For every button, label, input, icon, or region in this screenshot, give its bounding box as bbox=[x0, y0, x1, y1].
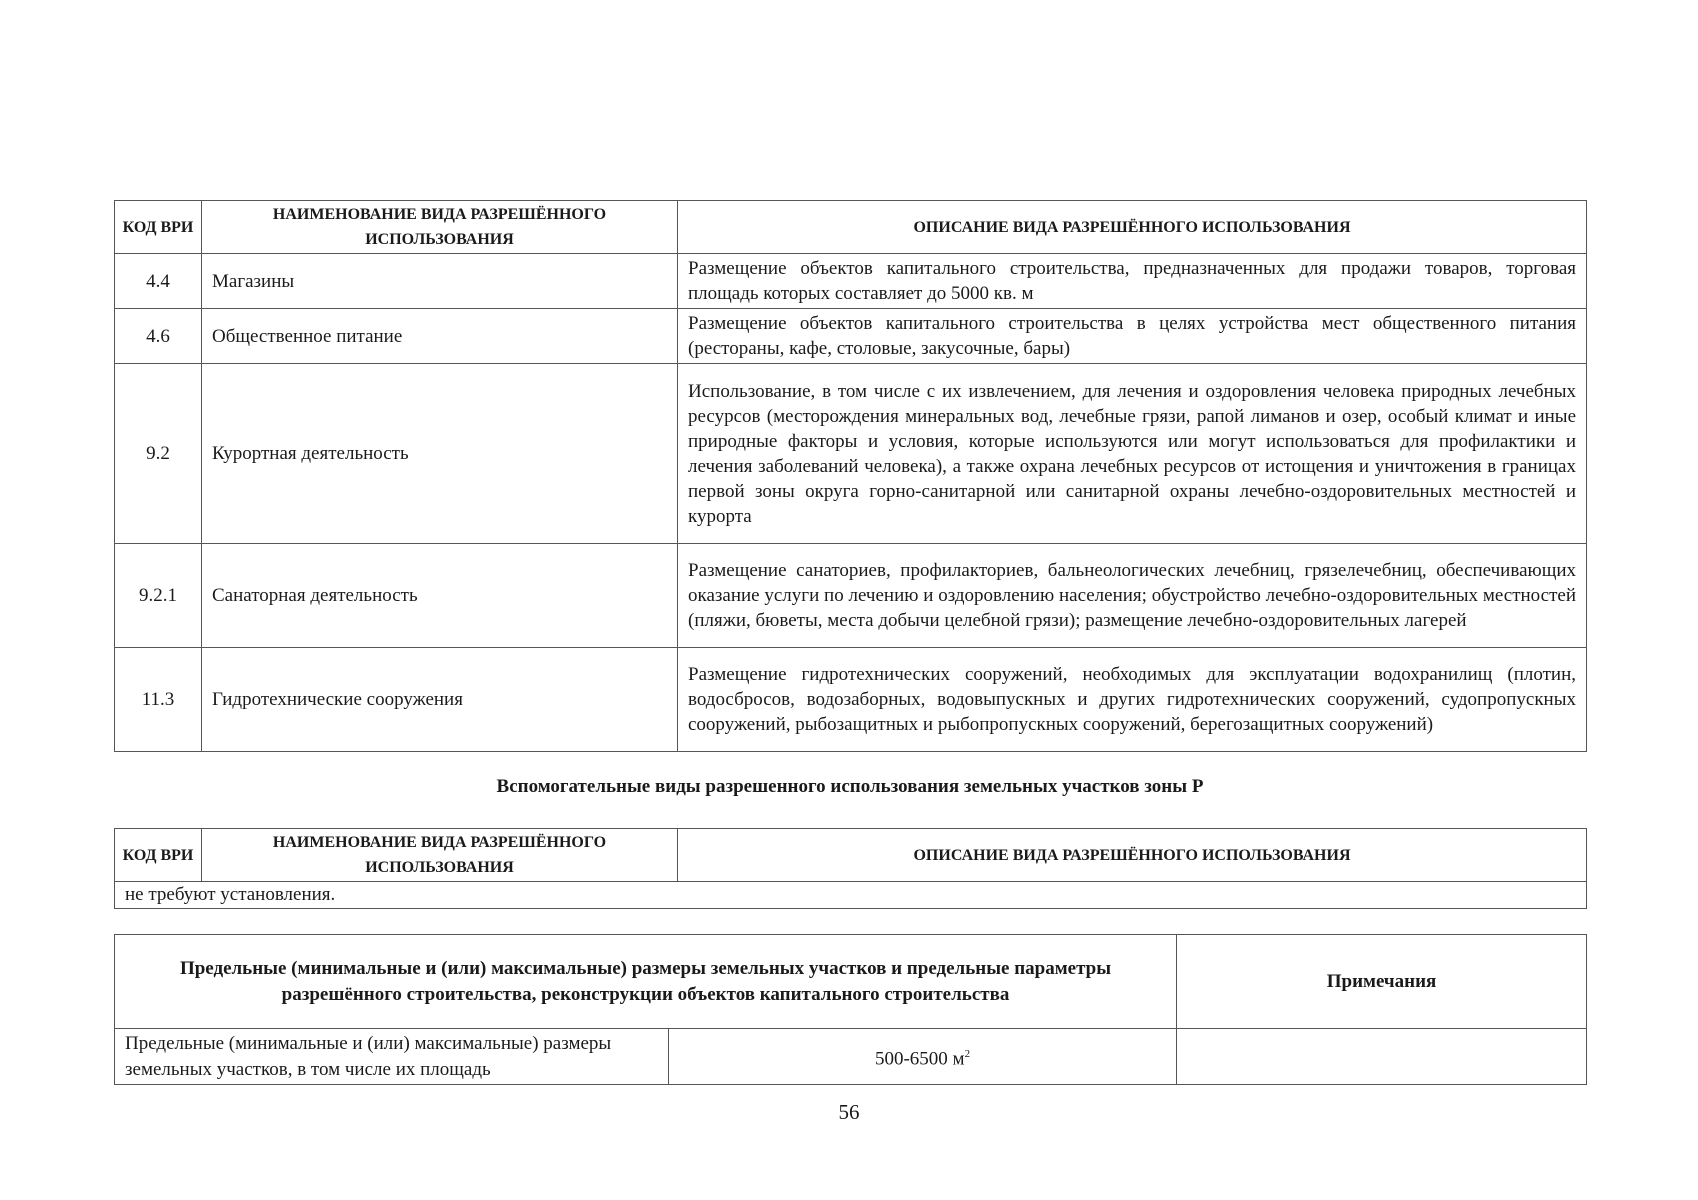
row-name: Гидротехнические сооружения bbox=[202, 648, 678, 752]
header-limit-parameters: Предельные (минимальные и (или) максимальные) размеры земельных участков и предельные параметры разрешённого строительства, реконструкции объектов капитального строительства bbox=[115, 935, 1177, 1029]
header-code: КОД ВРИ bbox=[115, 201, 202, 254]
table-row bbox=[115, 648, 1587, 752]
param-note bbox=[1177, 1029, 1587, 1085]
param-value-text: 500-6500 м bbox=[874, 1048, 965, 1070]
table-row bbox=[115, 882, 1587, 909]
header-name: НАИМЕНОВАНИЕ ВИДА РАЗРЕШЁННОГО ИСПОЛЬЗОВАНИЯ bbox=[202, 201, 678, 254]
table-row bbox=[115, 364, 1587, 544]
auxiliary-section-title: Вспомогательные виды разрешенного использования земельных участков зоны Р bbox=[496, 776, 1204, 797]
header-description: ОПИСАНИЕ ВИДА РАЗРЕШЁННОГО ИСПОЛЬЗОВАНИЯ bbox=[678, 829, 1587, 882]
param-value bbox=[669, 1029, 1177, 1085]
row-name: Общественное питание bbox=[202, 309, 678, 364]
limit-parameters-table bbox=[114, 934, 1587, 1085]
row-code: 11.3 bbox=[115, 648, 202, 752]
row-description: Использование, в том числе с их извлечением, для лечения и оздоровления человека природных лечебных ресурсов (месторождения минеральных вод, лечебные грязи, рапой лиманов и озер, особый климат и иные природные факторы и условия, которые используются или могут использоваться для профилактики и лечения заболеваний человека), а также охрана лечебных ресурсов от истощения и уничтожения в границах первой зоны округа горно-санитарной или санитарной охраны лечебно-оздоровительных местностей и курорта bbox=[678, 364, 1587, 544]
param-value-superscript: 2 bbox=[964, 1047, 971, 1060]
row-name: Санаторная деятельность bbox=[202, 544, 678, 648]
table-row bbox=[115, 1029, 1587, 1085]
auxiliary-note: не требуют установления. bbox=[115, 882, 1587, 909]
row-name: Магазины bbox=[202, 254, 678, 309]
row-description: Размещение санаториев, профилакториев, бальнеологических лечебниц, грязелечебниц, обеспечивающих оказание услуги по лечению и оздоровлению населения; обустройство лечебно-оздоровительных местностей (пляжи, бюветы, места добычи целебной грязи); размещение лечебно-оздоровительных лагерей bbox=[678, 544, 1587, 648]
row-code: 4.6 bbox=[115, 309, 202, 364]
table-header-row bbox=[115, 829, 1587, 882]
table-row bbox=[115, 544, 1587, 648]
row-code: 9.2 bbox=[115, 364, 202, 544]
param-label: Предельные (минимальные и (или) максимальные) размеры земельных участков, в том числе их площадь bbox=[115, 1029, 669, 1085]
table-row bbox=[115, 309, 1587, 364]
permitted-use-table-auxiliary bbox=[114, 828, 1587, 909]
header-notes: Примечания bbox=[1177, 935, 1587, 1029]
table-header-row bbox=[115, 201, 1587, 254]
row-description: Размещение объектов капитального строительства в целях устройства мест общественного питания (рестораны, кафе, столовые, закусочные, бары) bbox=[678, 309, 1587, 364]
row-code: 9.2.1 bbox=[115, 544, 202, 648]
table-row bbox=[115, 254, 1587, 309]
row-code: 4.4 bbox=[115, 254, 202, 309]
page-number: 56 bbox=[838, 1100, 860, 1124]
permitted-use-table-main bbox=[114, 200, 1587, 752]
header-code: КОД ВРИ bbox=[115, 829, 202, 882]
header-description: ОПИСАНИЕ ВИДА РАЗРЕШЁННОГО ИСПОЛЬЗОВАНИЯ bbox=[678, 201, 1587, 254]
table-header-row bbox=[115, 935, 1587, 1029]
row-name: Курортная деятельность bbox=[202, 364, 678, 544]
row-description: Размещение гидротехнических сооружений, необходимых для эксплуатации водохранилищ (плотин, водосбросов, водозаборных, водовыпускных и других гидротехнических сооружений, судопропускных сооружений, рыбозащитных и рыбопропускных сооружений, берегозащитных сооружений) bbox=[678, 648, 1587, 752]
header-name: НАИМЕНОВАНИЕ ВИДА РАЗРЕШЁННОГО ИСПОЛЬЗОВАНИЯ bbox=[202, 829, 678, 882]
row-description: Размещение объектов капитального строительства, предназначенных для продажи товаров, торговая площадь которых составляет до 5000 кв. м bbox=[678, 254, 1587, 309]
